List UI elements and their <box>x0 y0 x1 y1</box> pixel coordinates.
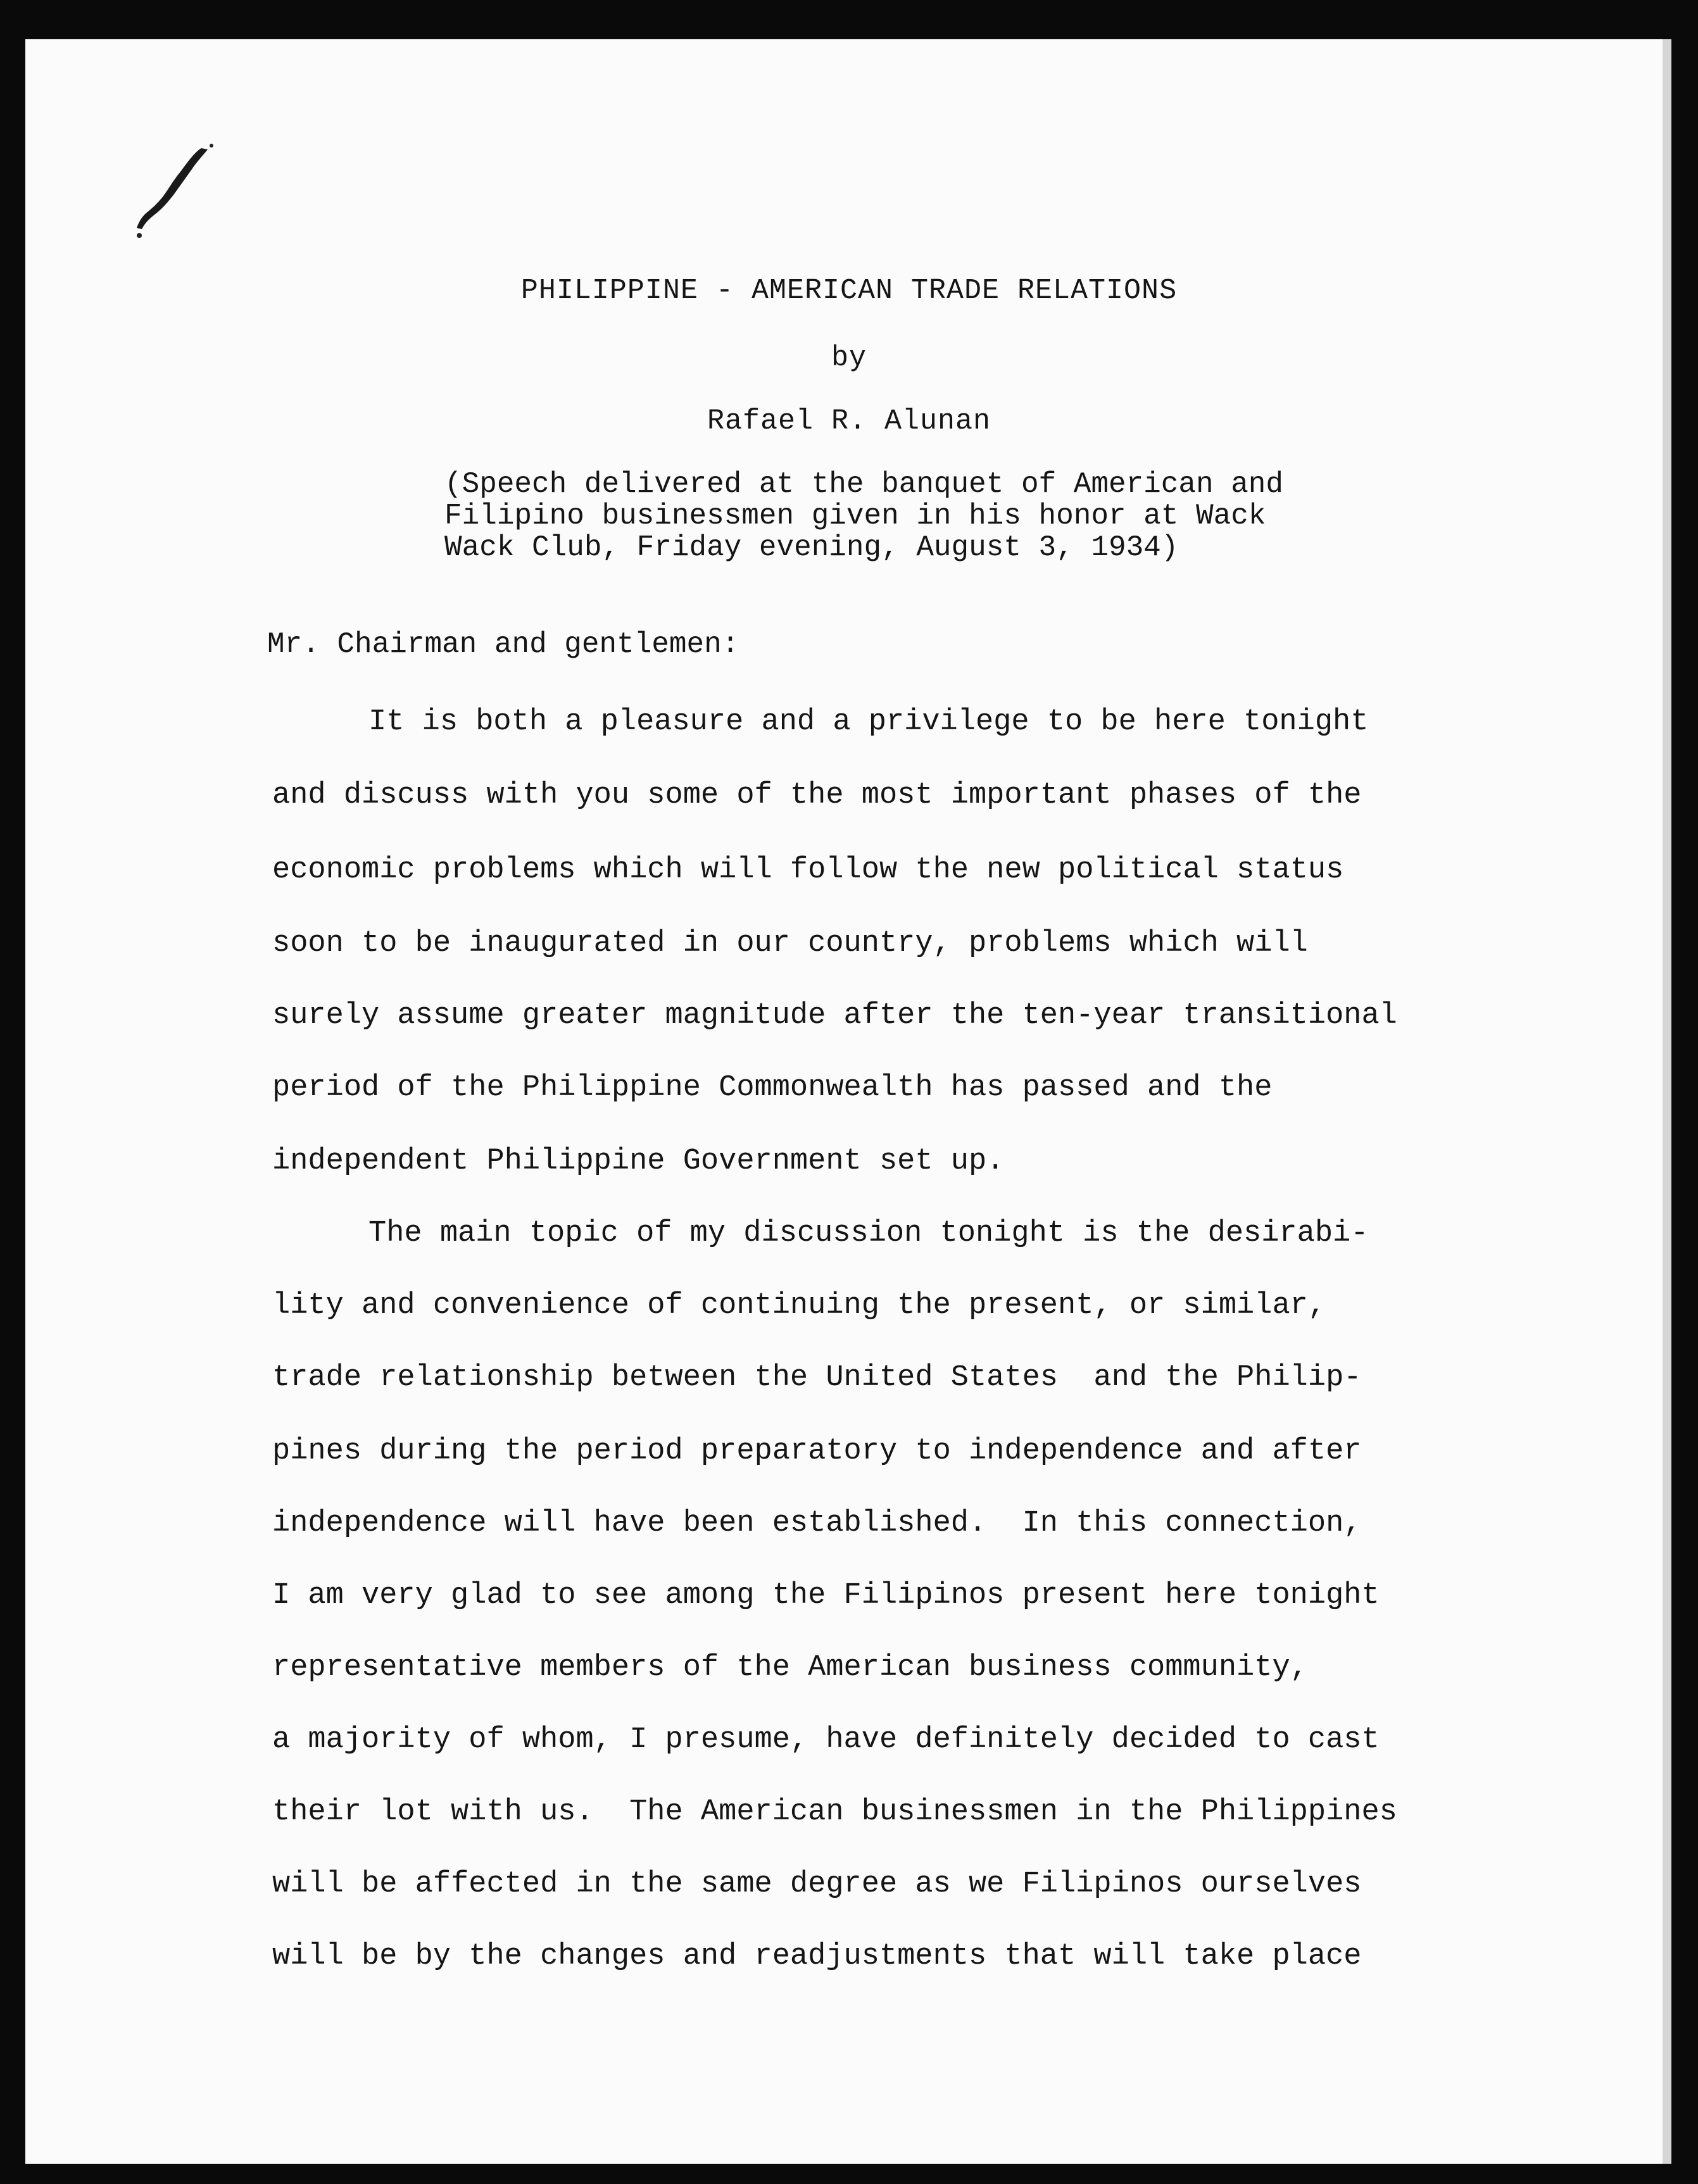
body-line: surely assume greater magnitude after the ten-year transitional <box>272 999 1397 1032</box>
subtitle-line: (Speech delivered at the banquet of American and <box>444 468 1284 501</box>
author-name: Rafael R. Alunan <box>707 405 991 437</box>
subtitle-line: Filipino businessmen given in his honor at Wack <box>444 499 1266 532</box>
typewritten-page <box>25 39 1671 2164</box>
body-line: independent Philippine Government set up. <box>272 1145 1005 1178</box>
body-line: trade relationship between the United States and the Philip- <box>272 1361 1362 1395</box>
body-line: lity and convenience of continuing the present, or similar, <box>272 1289 1326 1322</box>
body-line: independence will have been established. In this connection, <box>272 1507 1362 1540</box>
body-line: representative members of the American business community, <box>272 1651 1308 1685</box>
body-line: a majority of whom, I presume, have definitely decided to cast <box>272 1723 1380 1757</box>
body-line: and discuss with you some of the most important phases of the <box>272 779 1362 812</box>
salutation: Mr. Chairman and gentlemen: <box>267 628 739 661</box>
body-line: It is both a pleasure and a privilege to be here tonight <box>368 705 1369 739</box>
body-line: period of the Philippine Commonwealth has passed and the <box>272 1071 1273 1105</box>
body-line: economic problems which will follow the new political status <box>272 853 1344 887</box>
body-line: I am very glad to see among the Filipinos present here tonight <box>272 1579 1380 1612</box>
body-line: will be by the changes and readjustments that will take place <box>272 1940 1362 1973</box>
subtitle-line: Wack Club, Friday evening, August 3, 1934) <box>444 531 1179 564</box>
body-line: soon to be inaugurated in our country, problems which will <box>272 927 1308 960</box>
document-title: PHILIPPINE - AMERICAN TRADE RELATIONS <box>520 275 1178 307</box>
byline: by <box>831 342 867 374</box>
body-line: their lot with us. The American businessmen in the Philippines <box>272 1795 1397 1829</box>
body-line: will be affected in the same degree as we Filipinos ourselves <box>272 1867 1362 1901</box>
body-line: pines during the period preparatory to independence and after <box>272 1434 1362 1468</box>
ink-smudge-mark <box>127 141 215 242</box>
body-line: The main topic of my discussion tonight is the desirabi- <box>368 1217 1369 1250</box>
